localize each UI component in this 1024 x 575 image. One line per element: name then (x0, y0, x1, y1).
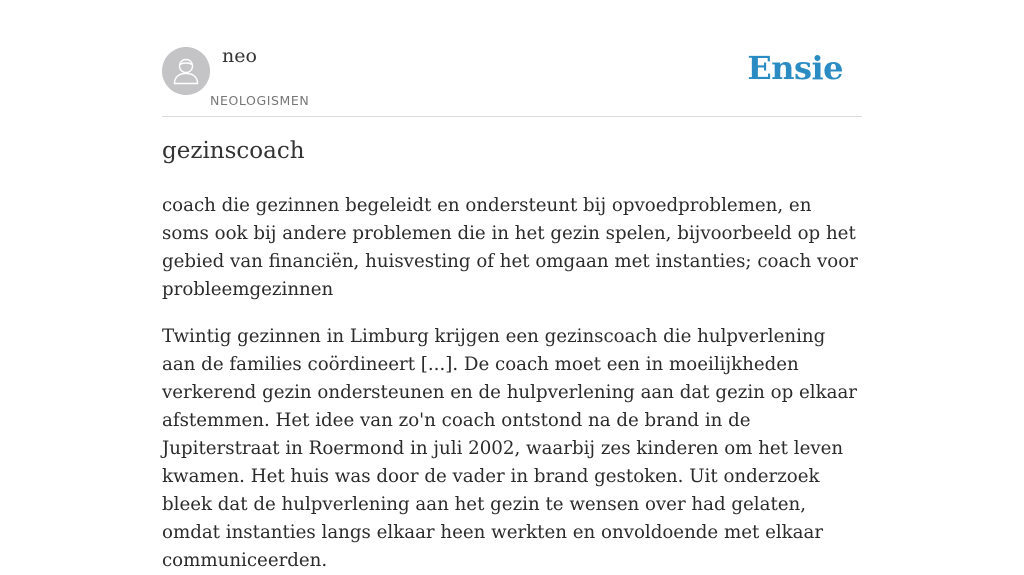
page-container (162, 0, 862, 571)
entry-quote: Twintig gezinnen in Limburg krijgen een gezinscoach die hulpverlening aan de families coördineert [...]. De coach moet een in moeilijkheden verkerend gezin ondersteunen en de hulpverlening aan dat gezin op elkaar afstemmen. Het idee van zo'n coach ontstond na de brand in de Jupiterstraat in Roermond in juli 2002, waarbij zes kinderen om het leven kwamen. Het huis was door de vader in brand gestoken. Uit onderzoek bleek dat de hulpverlening aan het gezin te wensen over had gelaten, omdat instanties langs elkaar heen werkten en onvoldoende met elkaar communiceerden. (162, 326, 857, 571)
ensie-logo[interactable]: Ensie (747, 49, 843, 87)
entry-title: gezinscoach (162, 138, 305, 164)
entry-definition: coach die gezinnen begeleidt en ondersteunt bij opvoedproblemen, en soms ook bij andere problemen die in het gezin spelen, bijvoorbeeld op het gebied van financiën, huisvesting of het omgaan met instanties; coach voor probleemgezinnen (162, 195, 858, 300)
entry-header (162, 0, 862, 117)
user-avatar-icon[interactable] (162, 47, 210, 95)
collection-link[interactable]: NEOLOGISMEN (210, 93, 310, 108)
username-link[interactable]: neo (222, 45, 257, 67)
